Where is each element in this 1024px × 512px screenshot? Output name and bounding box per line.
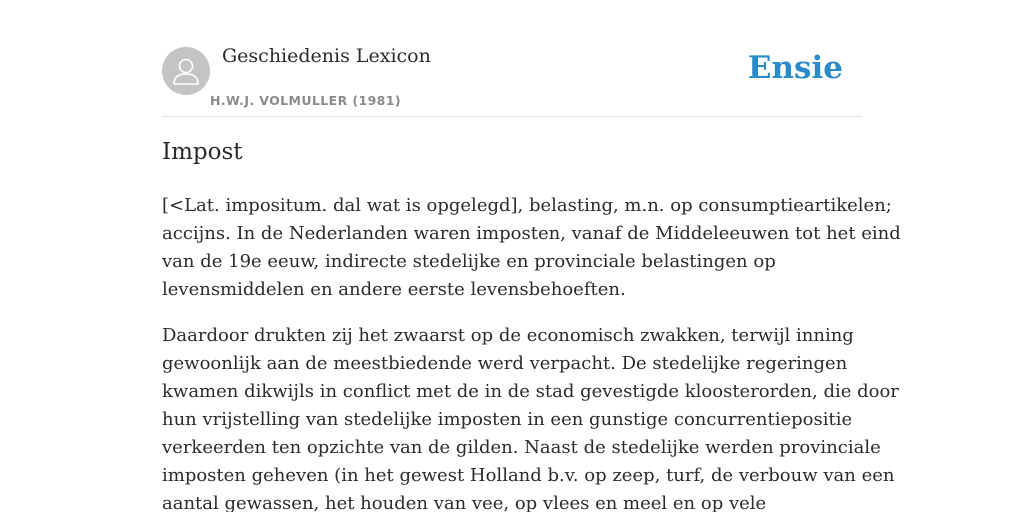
entry-body	[162, 192, 901, 512]
text-line: Daardoor drukten zij het zwaarst op de economisch zwakken, terwijl inning	[162, 325, 854, 346]
text-line: kwamen dikwijls in conflict met de in de stad gevestigde kloosterorden, die door	[162, 381, 899, 402]
entry-title: Impost	[162, 139, 243, 165]
ensie-logo[interactable]: Ensie	[747, 50, 843, 86]
source-title-link[interactable]: Geschiedenis Lexicon	[222, 45, 431, 67]
text-line: aantal gewassen, het houden van vee, op vlees en meel en op vele	[162, 493, 767, 512]
paragraph	[162, 322, 899, 512]
source-header	[162, 40, 862, 117]
text-line: van de 19e eeuw, indirecte stedelijke en provinciale belastingen op	[162, 251, 776, 272]
paragraph	[162, 192, 901, 304]
text-line: verkeerden ten opzichte van de gilden. Naast de stedelijke werden provinciale	[162, 437, 881, 458]
source-author: H.W.J. VOLMULLER (1981)	[210, 93, 401, 108]
text-line: hun vrijstelling van stedelijke imposten in een gunstige concurrentiepositie	[162, 409, 853, 430]
text-line: levensmiddelen en andere eerste levensbehoeften.	[162, 279, 626, 300]
text-line: accijns. In de Nederlanden waren imposten, vanaf de Middeleeuwen tot het eind	[162, 223, 901, 244]
text-line: [<Lat. impositum. dal wat is opgelegd], belasting, m.n. op consumptieartikelen;	[162, 195, 892, 216]
user-icon	[162, 47, 210, 95]
text-line: imposten geheven (in het gewest Holland b.v. op zeep, turf, de verbouw van een	[162, 465, 895, 486]
avatar[interactable]	[162, 47, 210, 95]
text-line: gewoonlijk aan de meestbiedende werd verpacht. De stedelijke regeringen	[162, 353, 848, 374]
